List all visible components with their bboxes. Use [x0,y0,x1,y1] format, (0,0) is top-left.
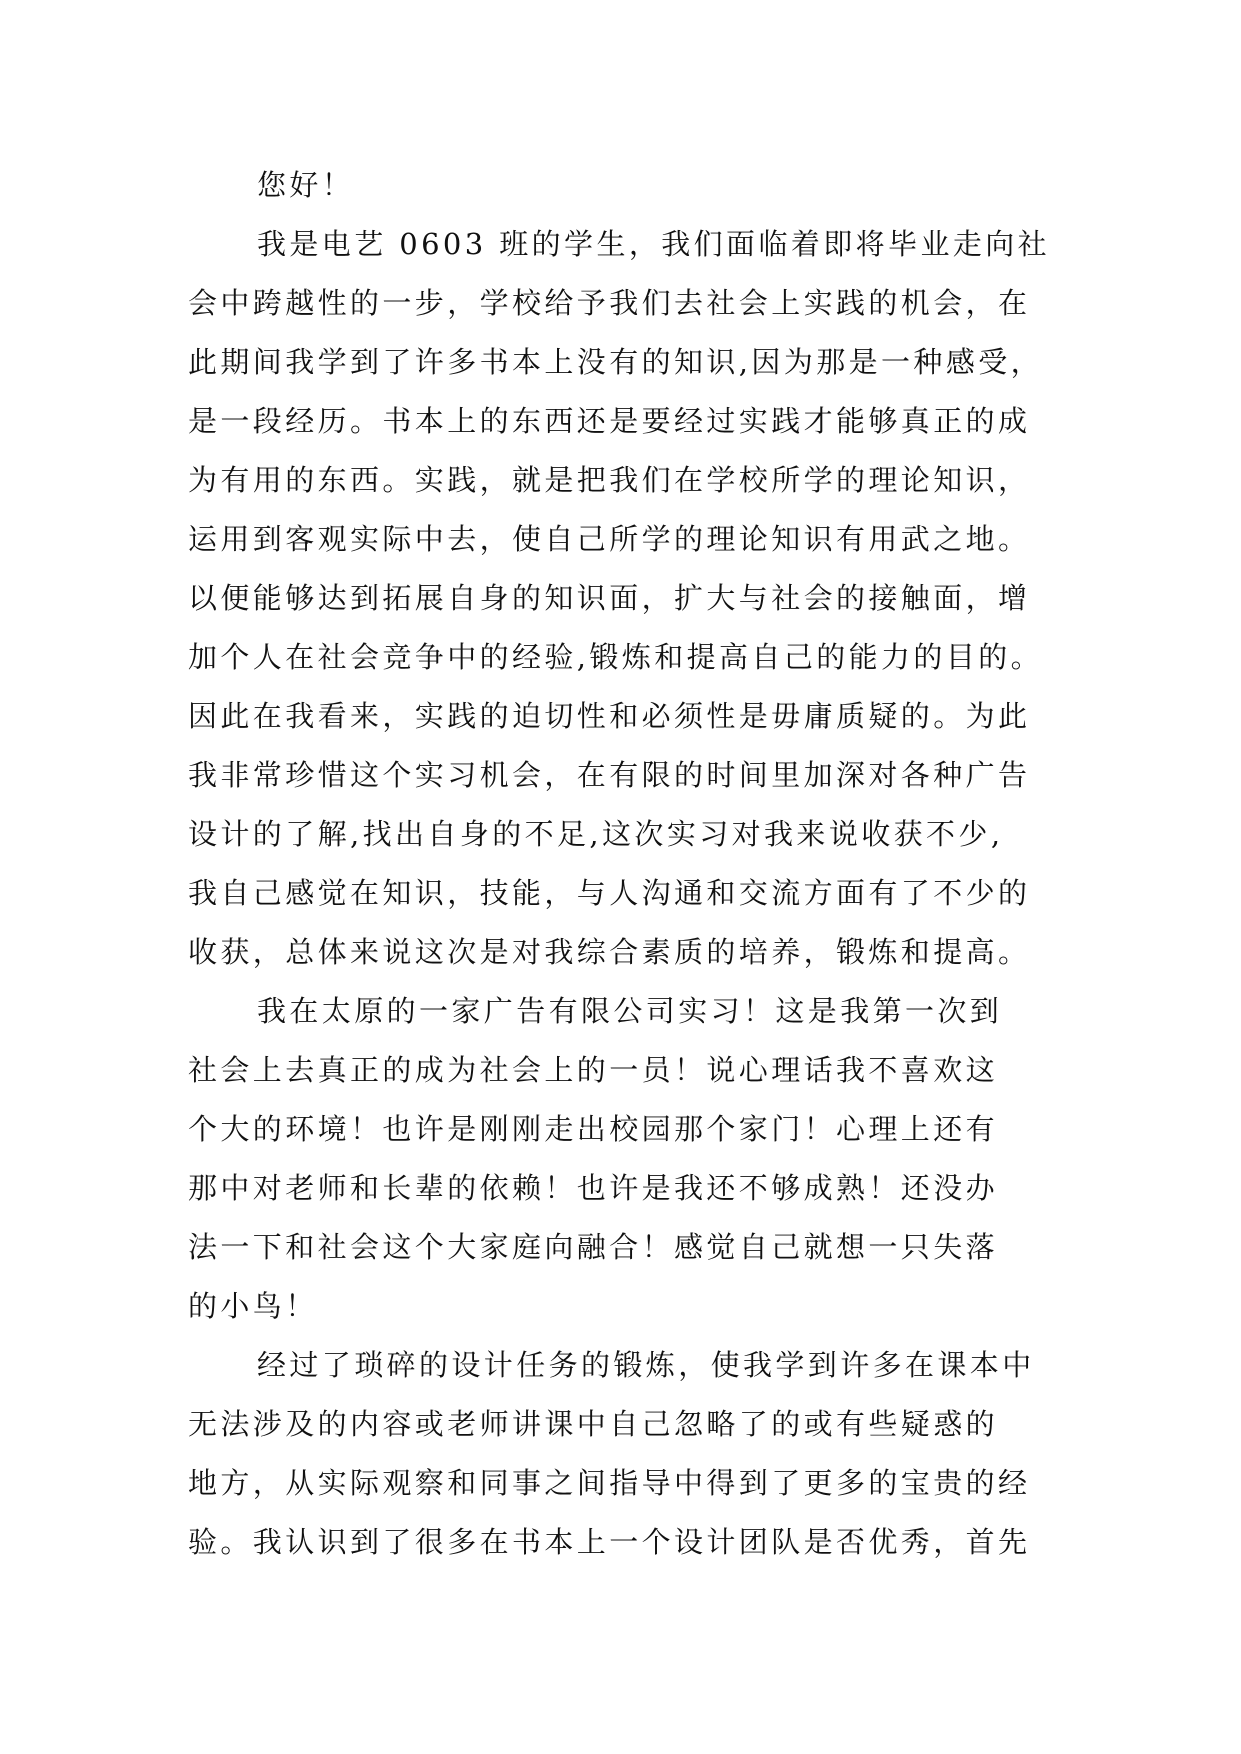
text-line: 地方，从实际观察和同事之间指导中得到了更多的宝贵的经 [188,1466,1031,1500]
text-line: 以便能够达到拓展自身的知识面，扩大与社会的接触面，增 [188,581,1031,615]
text-line: 那中对老师和长辈的依赖！也许是我还不够成熟！还没办 [188,1171,999,1205]
text-line: 运用到客观实际中去，使自己所学的理论知识有用武之地。 [188,522,1031,556]
text-line: 会中跨越性的一步，学校给予我们去社会上实践的机会，在 [188,286,1031,320]
text-line: 法一下和社会这个大家庭向融合！感觉自己就想一只失落 [188,1230,999,1264]
text-line: 加个人在社会竞争中的经验,锻炼和提高自己的能力的目的。 [188,640,1044,674]
text-line: 您好！ [257,168,355,202]
text-line: 个大的环境！也许是刚刚走出校园那个家门！心理上还有 [188,1112,999,1146]
text-line: 社会上去真正的成为社会上的一员！说心理话我不喜欢这 [188,1053,999,1087]
text-line: 设计的了解,找出自身的不足,这次实习对我来说收获不少, [188,817,1004,851]
text-line: 我自己感觉在知识，技能，与人沟通和交流方面有了不少的 [188,876,1031,910]
text-line: 的小鸟！ [188,1289,318,1323]
text-line: 收获，总体来说这次是对我综合素质的培养，锻炼和提高。 [188,935,1031,969]
text-line: 我非常珍惜这个实习机会，在有限的时间里加深对各种广告 [188,758,1031,792]
text-line: 经过了琐碎的设计任务的锻炼，使我学到许多在课本中 [257,1348,1035,1382]
text-line: 是一段经历。书本上的东西还是要经过实践才能够真正的成 [188,404,1031,438]
text-line: 验。我认识到了很多在书本上一个设计团队是否优秀，首先 [188,1525,1031,1559]
text-line: 此期间我学到了许多书本上没有的知识,因为那是一种感受， [188,345,1044,379]
text-line: 为有用的东西。实践，就是把我们在学校所学的理论知识， [188,463,1031,497]
text-line: 我是电艺 0603 班的学生，我们面临着即将毕业走向社 [257,227,1051,261]
text-line: 因此在我看来，实践的迫切性和必须性是毋庸质疑的。为此 [188,699,1031,733]
document-body [188,156,1058,1572]
text-line: 我在太原的一家广告有限公司实习！这是我第一次到 [257,994,1003,1028]
text-line: 无法涉及的内容或老师讲课中自己忽略了的或有些疑惑的 [188,1407,999,1441]
